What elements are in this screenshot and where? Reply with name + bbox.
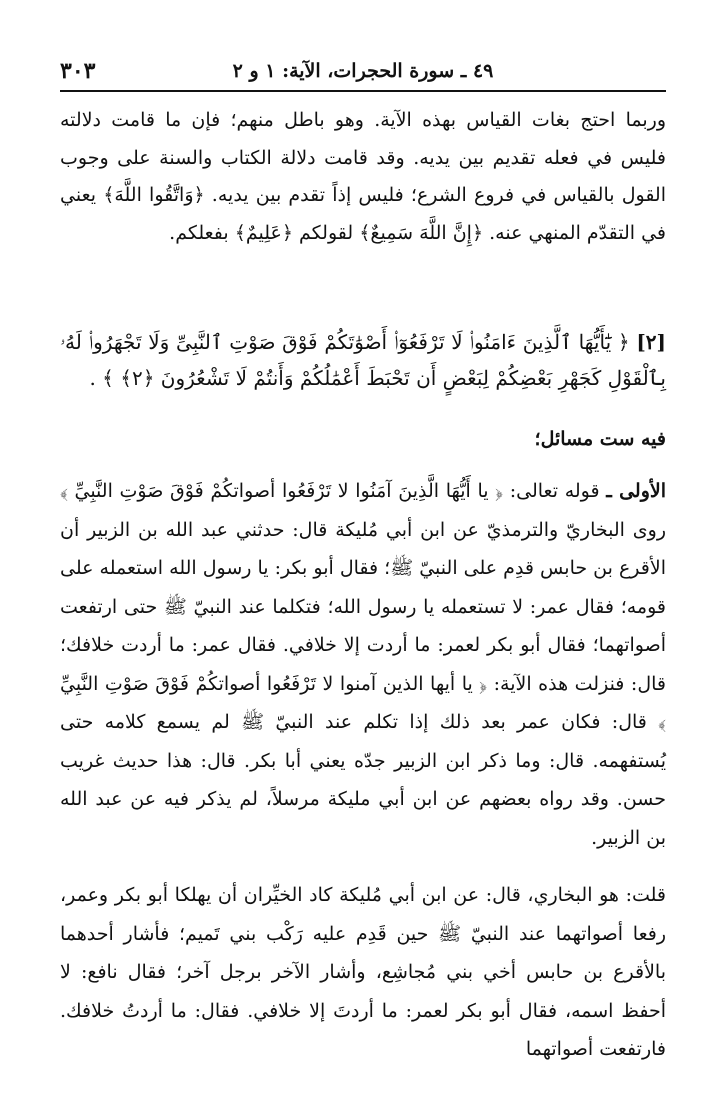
page-header xyxy=(60,56,666,92)
first-issue-paragraph xyxy=(60,472,666,857)
first-issue-text: قوله تعالى: ﴿ يا أَيُّهَا الَّذِينَ آمَنُوا لا تَرْفَعُوا أصواتكُمْ فَوْقَ صَوْتِ النَّبِيِّ ﴾ روى البخاريّ والترمذيّ عن ابن أبي مُليكة قال: حدثني عبد الله بن الزبير أن الأقرع بن حابس قدِم على النبيّ ﷺ؛ فقال أبو بكر: يا رسول الله استعمله على قومه؛ فقال عمر: لا تستعمله يا رسول الله؛ فتكلما عند النبيّ ﷺ حتى ارتفعت أصواتهما؛ فقال أبو بكر لعمر: ما أردت إلا خلافي. فقال عمر: ما أردت خلافك؛ قال: فنزلت هذه الآية: ﴿ يا أيها الذين آمنوا لا تَرْفَعُوا أصواتكُمْ فَوْقَ صَوْتِ النَّبِيِّ ﴾ قال: فكان عمر بعد ذلك إذا تكلم عند النبيّ ﷺ لم يسمع كلامه حتى يُستفهمه. قال: وما ذكر ابن الزبير جدّه يعني أبا بكر. قال: هذا حديث غريب حسن. وقد رواه بعضهم عن ابن أبي مليكة مرسلاً، لم يذكر فيه عن عبد الله بن الزبير. xyxy=(60,480,666,849)
book-page xyxy=(60,56,666,1088)
paragraph-qiyas: وربما احتج بغات القياس بهذه الآية. وهو باطل منهم؛ فإن ما قامت دلالته فليس في فعله تقديم بين يديه. وقد قامت دلالة الكتاب والسنة على وجوب القول بالقياس في فروع الشرع؛ فليس إذاً تقدم بين يديه. ﴿وَاتَّقُوا اللَّهَ﴾ يعني في التقدّم المنهي عنه. ﴿إِنَّ اللَّهَ سَمِيعٌ﴾ لقولكم ﴿عَلِيمٌ﴾ بفعلكم. xyxy=(60,109,666,244)
quran-verse-block xyxy=(60,324,666,396)
first-issue-lead: الأولى ـ xyxy=(606,480,666,502)
verse-text: ﴿ يَٰٓأَيُّهَا ٱلَّذِينَ ءَامَنُوا۟ لَا تَرْفَعُوٓا۟ أَصْوَٰتَكُمْ فَوْقَ صَوْتِ ٱلنَّبِىِّ وَلَا تَجْهَرُوا۟ لَهُۥ بِٱلْقَوْلِ كَجَهْرِ بَعْضِكُمْ لِبَعْضٍ أَن تَحْبَطَ أَعْمَٰلُكُمْ وَأَنتُمْ لَا تَشْعُرُونَ ﴿٢﴾ ﴾ . xyxy=(60,330,666,390)
running-title: ٤٩ ـ سورة الحجرات، الآية: ١ و ٢ xyxy=(232,60,494,82)
qult-paragraph: قلت: هو البخاري، قال: عن ابن أبي مُليكة كاد الخيِّران أن يهلكا أبو بكر وعمر، رفعا أصواتهما عند النبيّ ﷺ حين قَدِم عليه رَكْب بني تَميم؛ فأشار أحدهما بالأقرع بن حابس أخي بني مُجاشِع، وأشار الآخر برجل آخر؛ فقال نافع: لا أحفظ اسمه، فقال أبو بكر لعمر: ما أردتَ إلا خلافي. فقال: ما أردتُ خلافك. فارتفعت أصواتهما xyxy=(60,884,666,1060)
issues-intro: فيه ست مسائل؛ xyxy=(534,428,666,450)
page-number: ٣٠٣ xyxy=(60,58,96,84)
verse-number: [٢] xyxy=(636,330,666,354)
